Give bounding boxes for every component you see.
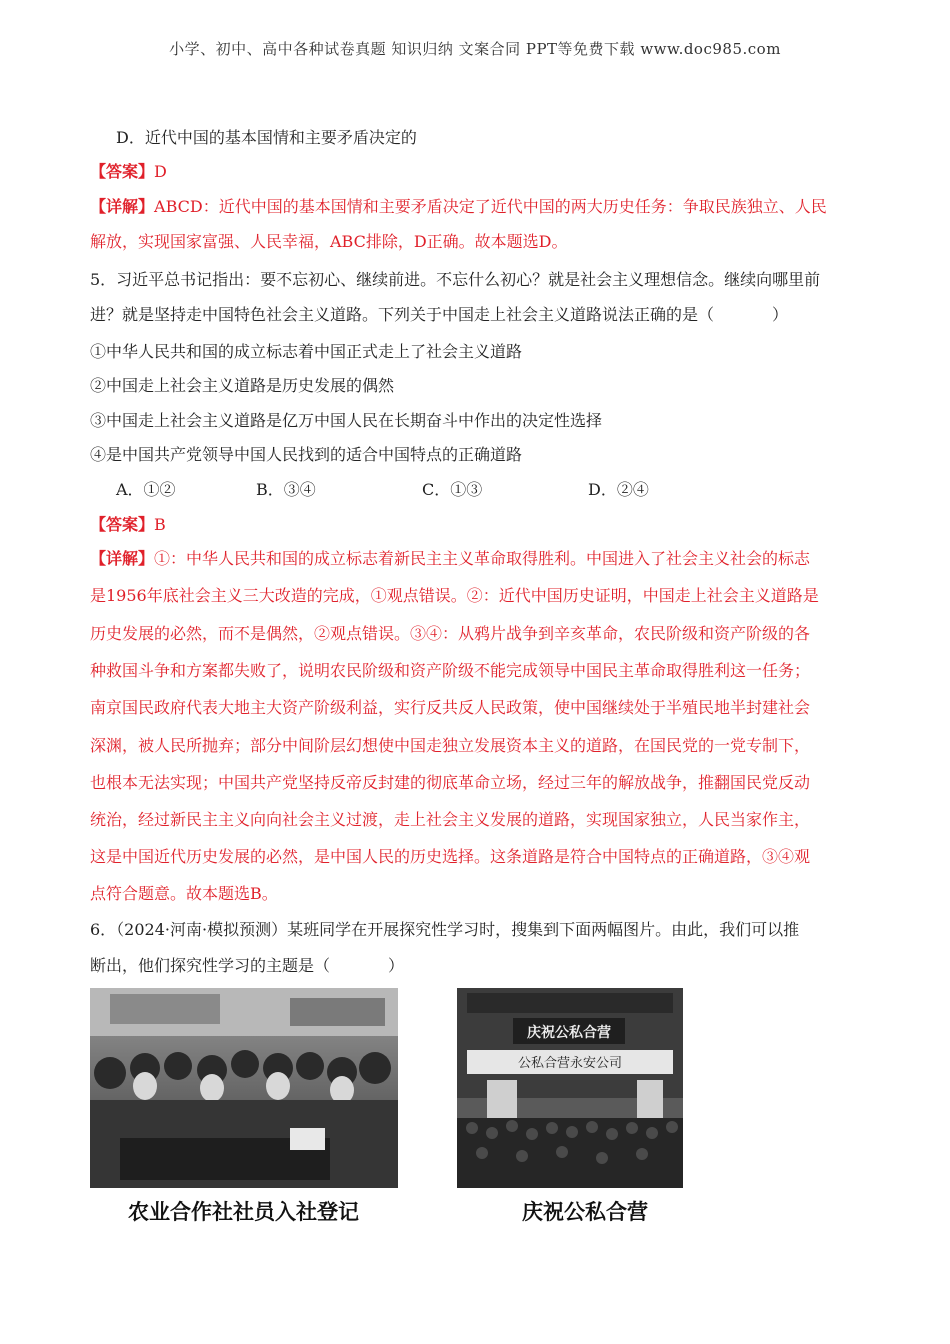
q5-stem-line-2 (90, 305, 870, 325)
answer-value: D (154, 162, 167, 181)
q5-option-a: A．①② (116, 480, 176, 499)
photo-cooperative-registration-image (90, 988, 398, 1188)
q5-explanation-line-9: 这是中国近代历史发展的必然，是中国人民的历史选择。这条道路是符合中国特点的正确道路，③④观 (90, 847, 811, 866)
q5-explanation-line-5: 南京国民政府代表大地主大资产阶级利益，实行反共反人民政策，使中国继续处于半殖民地半封建社会 (90, 698, 811, 717)
q6-stem-text: 断出，他们探究性学习的主题是（ (90, 956, 331, 975)
q5-statement-2: ②中国走上社会主义道路是历史发展的偶然 (90, 376, 395, 395)
right-photo-banner: 公私合营永安公司 (517, 1056, 623, 1071)
right-photo-sign: 庆祝公私合营 (527, 1025, 611, 1041)
explain-label: 【详解】 (90, 197, 155, 216)
answer-label: 【答案】 (90, 162, 155, 181)
q5-explanation-line-10: 点符合题意。故本题选B。 (90, 884, 278, 903)
q5-stem-text: 进？就是坚持走中国特色社会主义道路。下列关于中国走上社会主义道路说法正确的是（ (90, 305, 715, 324)
q4-answer (90, 162, 870, 182)
q4-explanation-line-1 (90, 197, 870, 217)
photo-public-private-partnership (457, 988, 683, 1188)
q6-stem-line-1: 6．（2024·河南·模拟预测）某班同学在开展探究性学习时，搜集到下面两幅图片。由此，我们可以推 (90, 920, 800, 939)
page-header: 小学、初中、高中各种试卷真题 知识归纳 文案合同 PPT等免费下载 www.doc985.com (169, 40, 781, 58)
q5-stem-line-1: 5．习近平总书记指出：要不忘初心、继续前进。不忘什么初心？就是社会主义理想信念。继续向哪里前 (90, 270, 821, 289)
caption-right: 庆祝公私合营 (522, 1200, 648, 1224)
q5-statement-3: ③中国走上社会主义道路是亿万中国人民在长期奋斗中作出的决定性选择 (90, 411, 603, 430)
q4-option-d: D．近代中国的基本国情和主要矛盾决定的 (116, 128, 417, 147)
q5-explanation-line-7: 也根本无法实现；中国共产党坚持反帝反封建的彻底革命立场，经过三年的解放战争，推翻国民党反动 (90, 773, 811, 792)
explain-label: 【详解】 (90, 549, 155, 568)
q5-option-b: B．③④ (256, 480, 316, 499)
q5-statement-4: ④是中国共产党领导中国人民找到的适合中国特点的正确道路 (90, 445, 523, 464)
explain-text: ①：中华人民共和国的成立标志着新民主主义革命取得胜利。中国进入了社会主义社会的标志 (154, 549, 811, 568)
q5-statement-1: ①中华人民共和国的成立标志着中国正式走上了社会主义道路 (90, 342, 523, 361)
q6-stem-line-2 (90, 956, 870, 976)
q5-explanation-line-8: 统治，经过新民主主义向向社会主义过渡，走上社会主义发展的道路，实现国家独立，人民当家作主， (90, 810, 811, 829)
explain-text: ABCD：近代中国的基本国情和主要矛盾决定了近代中国的两大历史任务：争取民族独立、人民 (154, 197, 827, 216)
answer-value: B (154, 515, 166, 534)
q5-option-c: C．①③ (422, 480, 483, 499)
q5-explanation-line-1 (90, 549, 870, 569)
q5-explanation-line-3: 历史发展的必然，而不是偶然，②观点错误。③④：从鸦片战争到辛亥革命，农民阶级和资产阶级的各 (90, 624, 811, 643)
q5-explanation-line-6: 深渊，被人民所抛弃；部分中间阶层幻想使中国走独立发展资本主义的道路，在国民党的一党专制下， (90, 736, 811, 755)
q5-answer (90, 515, 870, 535)
q5-option-d: D．②④ (588, 480, 649, 499)
caption-left: 农业合作社社员入社登记 (128, 1200, 359, 1224)
photo-cooperative-registration (90, 988, 398, 1188)
q5-stem-paren-close: ） (772, 305, 789, 324)
q6-stem-paren-close: ） (388, 956, 405, 975)
photo-public-private-partnership-image (457, 988, 683, 1188)
q4-explanation-line-2: 解放，实现国家富强、人民幸福，ABC排除，D正确。故本题选D。 (90, 232, 568, 251)
q5-explanation-line-4: 种救国斗争和方案都失败了，说明农民阶级和资产阶级不能完成领导中国民主革命取得胜利这一任务； (90, 661, 811, 680)
q5-explanation-line-2: 是1956年底社会主义三大改造的完成，①观点错误。②：近代中国历史证明，中国走上社会主义道路是 (90, 586, 819, 605)
answer-label: 【答案】 (90, 515, 155, 534)
